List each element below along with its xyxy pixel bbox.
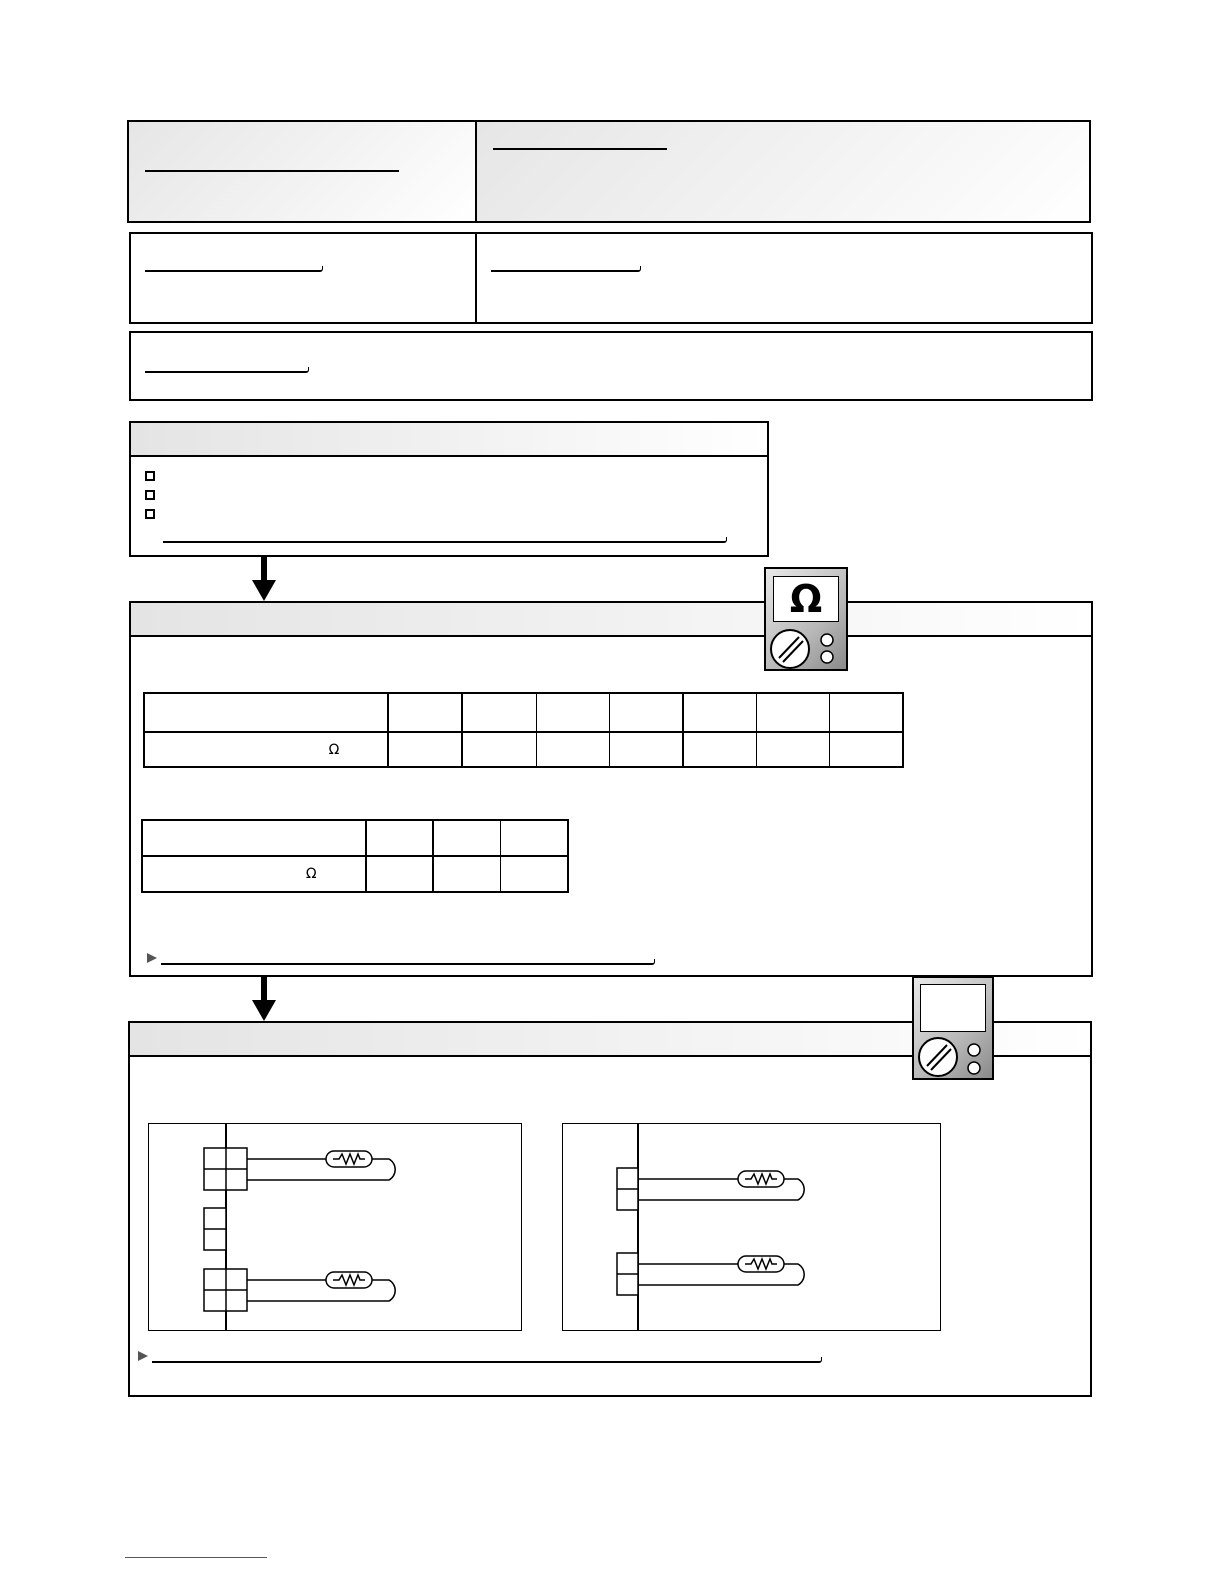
checklist-panel	[129, 421, 769, 557]
table-cell	[829, 732, 903, 767]
header-left-underline	[145, 170, 399, 172]
table1-row1-label	[144, 693, 388, 732]
table2-row1-label	[142, 820, 366, 856]
header-left-cell	[127, 120, 477, 223]
table-row	[144, 732, 903, 767]
table-cell	[366, 820, 434, 856]
ohm-symbol: Ω	[305, 866, 317, 882]
table-cell	[609, 693, 683, 732]
checkbox-icon[interactable]	[145, 509, 155, 519]
meter-screen	[773, 576, 839, 622]
table-cell	[609, 732, 683, 767]
step1-panel	[129, 601, 1093, 977]
checklist-note-underline	[163, 537, 727, 543]
meter-symbol: Ω	[789, 577, 823, 621]
table-cell	[756, 693, 829, 732]
step1-note-underline	[161, 959, 655, 965]
header-right-cell	[475, 120, 1091, 223]
table-cell	[366, 856, 434, 892]
multimeter-icon	[912, 976, 994, 1080]
checklist-header	[131, 423, 767, 457]
meter-dial-icon	[768, 627, 848, 671]
step2-note-underline	[152, 1357, 822, 1363]
wiring-diagram-right	[562, 1123, 941, 1331]
row2-right-cell	[475, 232, 1093, 324]
row2-left-underline	[145, 266, 323, 272]
checkbox-icon[interactable]	[145, 490, 155, 500]
table-cell	[462, 732, 536, 767]
table-cell	[829, 693, 903, 732]
resistance-table-1	[143, 692, 904, 768]
row2-left-cell	[129, 232, 477, 324]
table-cell	[388, 732, 462, 767]
resistor-icon	[325, 1270, 373, 1290]
table-cell	[683, 693, 757, 732]
ohm-symbol: Ω	[328, 741, 340, 758]
resistor-icon	[737, 1169, 785, 1189]
table2-unit-cell	[142, 856, 366, 892]
step1-header	[131, 603, 1091, 637]
table-cell	[756, 732, 829, 767]
row3-cell	[129, 331, 1093, 401]
table-cell	[462, 693, 536, 732]
table-cell	[501, 856, 568, 892]
resistance-table-2	[141, 819, 569, 893]
table-cell	[683, 732, 757, 767]
resistor-icon	[737, 1254, 785, 1274]
pointer-triangle-icon	[147, 953, 157, 963]
resistor-icon	[325, 1149, 373, 1169]
row3-underline	[145, 367, 309, 373]
table1-unit-cell	[144, 732, 388, 767]
wiring-diagram-left	[148, 1123, 522, 1331]
meter-screen	[920, 984, 986, 1032]
checkbox-icon[interactable]	[145, 471, 155, 481]
arrow-down-icon	[250, 556, 278, 602]
multimeter-icon	[764, 567, 848, 671]
row2-right-underline	[491, 266, 641, 272]
header-right-underline	[493, 148, 667, 150]
meter-dial-icon	[916, 1036, 994, 1080]
table-cell	[388, 693, 462, 732]
table-cell	[433, 856, 500, 892]
table-cell	[536, 693, 609, 732]
table-cell	[433, 820, 500, 856]
footer-link-underline[interactable]	[125, 1557, 267, 1558]
arrow-down-icon	[250, 976, 278, 1022]
table-row	[142, 820, 568, 856]
table-cell	[501, 820, 568, 856]
wiring-svg-right	[563, 1124, 940, 1330]
pointer-triangle-icon	[138, 1351, 148, 1361]
table-row	[142, 856, 568, 892]
table-cell	[536, 732, 609, 767]
table-row	[144, 693, 903, 732]
